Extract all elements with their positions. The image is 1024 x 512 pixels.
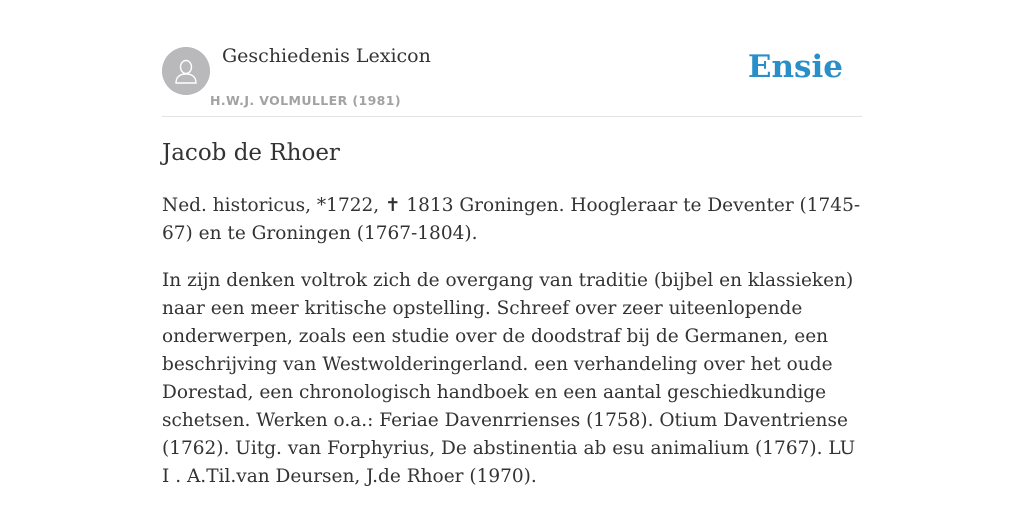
user-icon[interactable] <box>162 47 210 95</box>
article-paragraph: In zijn denken voltrok zich de overgang van traditie (bijbel en klassieken) naar een meer kritische opstelling. Schreef over zeer uiteenlopende onderwerpen, zoals een studie over de doodstraf bij de Germanen, een beschrijving van Westwolderingerland. een verhandeling over het oude Dorestad, een chronologisch handboek en een aantal geschiedkundige schetsen. Werken o.a.: Feriae Davenrrienses (1758). Otium Daventriense (1762). Uitg. van Forphyrius, De abstinentia ab esu animalium (1767). LU I . A.Til.van Deursen, J.de Rhoer (1970). <box>162 270 856 487</box>
source-header <box>162 0 862 117</box>
source-title-link[interactable]: Geschiedenis Lexicon <box>222 45 431 67</box>
article-paragraph: Ned. historicus, *1722, ✝ 1813 Groningen. Hoogleraar te Deventer (1745-67) en te Groningen (1767-1804). <box>162 195 861 244</box>
page-title: Jacob de Rhoer <box>162 140 340 166</box>
brand-logo[interactable]: Ensie <box>747 49 843 85</box>
user-icon-graphic <box>162 47 210 95</box>
article-body <box>162 192 862 510</box>
page-container <box>162 0 862 487</box>
source-author-link[interactable]: H.W.J. VOLMULLER (1981) <box>210 93 401 108</box>
